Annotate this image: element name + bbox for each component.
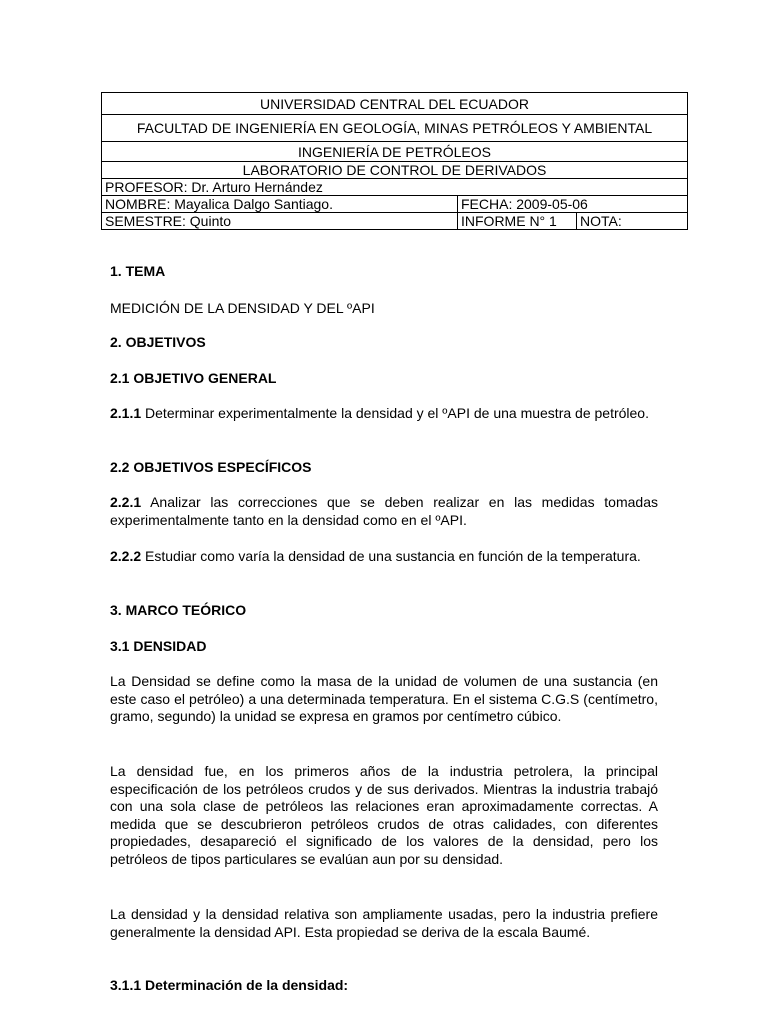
university-cell: UNIVERSIDAD CENTRAL DEL ECUADOR [102,93,688,115]
section-heading-objetivos-especificos: 2.2 OBJETIVOS ESPECÍFICOS [110,459,312,475]
tema-text: MEDICIÓN DE LA DENSIDAD Y DEL ºAPI [110,300,375,316]
grade-cell: NOTA: [577,213,688,230]
report-header-table [101,92,688,230]
objective-text: Estudiar como varía la densidad de una sustancia en función de la temperatura. [141,548,641,564]
report-number-cell: INFORME N° 1 [458,213,577,230]
objective-2-1-1 [110,405,658,423]
section-heading-densidad: 3.1 DENSIDAD [110,638,207,654]
objective-2-2-1 [110,494,658,529]
objective-number: 2.1.1 [110,405,142,421]
objective-text: Determinar experimentalmente la densidad y el ºAPI de una muestra de petróleo. [141,405,649,421]
laboratory-cell: LABORATORIO DE CONTROL DE DERIVADOS [102,162,688,179]
objective-text: Analizar las correcciones que se deben realizar en las medidas tomadas experimentalmente tanto en la densidad como en el ºAPI. [110,494,658,528]
paragraph-density-definition: La Densidad se define como la masa de la unidad de volumen de una sustancia (en este caso el petróleo) a una determinada temperatura. En el sistema C.G.S (centímetro, gramo, segundo) la unidad se expresa en gramos por centímetro cúbico. [110,673,658,724]
semester-cell: SEMESTRE: Quinto [102,213,458,230]
section-heading-marco-teorico: 3. MARCO TEÓRICO [110,602,247,618]
objective-2-2-2 [110,548,658,566]
objective-number: 2.2.2 [110,548,142,564]
section-heading-determinacion: 3.1.1 Determinación de la densidad: [110,977,349,993]
paragraph-density-history: La densidad fue, en los primeros años de la industria petrolera, la principal especificación de los petróleos crudos y de sus derivados. Mientras la industria trabajó con una sola clase de petróleos las relaciones eran aproximadamente correctas. A medida que se descubrieron petróleos crudos de otras calidades, con diferentes propiedades, desapareció el significado de los valores de la densidad, pero los petróleos de tipos particulares se evalúan aun por su densidad. [110,763,658,867]
career-cell: INGENIERÍA DE PETRÓLEOS [102,142,688,162]
faculty-cell: FACULTAD DE INGENIERÍA EN GEOLOGÍA, MINAS PETRÓLEOS Y AMBIENTAL [102,115,688,142]
student-name-cell: NOMBRE: Mayalica Dalgo Santiago. [102,196,458,213]
date-cell: FECHA: 2009-05-06 [458,196,688,213]
paragraph-api-density: La densidad y la densidad relativa son ampliamente usadas, pero la industria prefiere generalmente la densidad API. Esta propiedad se deriva de la escala Baumé. [110,906,658,940]
section-heading-tema: 1. TEMA [110,263,166,279]
section-heading-objetivos: 2. OBJETIVOS [110,334,206,350]
professor-cell: PROFESOR: Dr. Arturo Hernández [102,179,688,196]
section-heading-objetivo-general: 2.1 OBJETIVO GENERAL [110,370,277,386]
objective-number: 2.2.1 [110,494,142,510]
